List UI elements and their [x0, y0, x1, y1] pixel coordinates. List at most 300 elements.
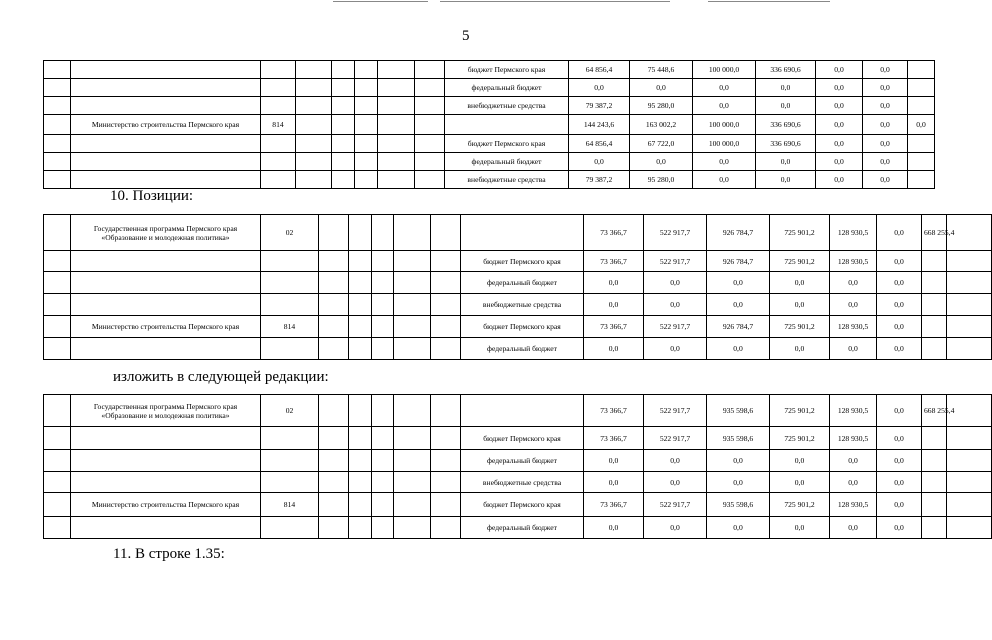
table-row [44, 61, 935, 79]
value-cell [922, 517, 947, 539]
empty-cell [349, 427, 372, 450]
name-cell [71, 171, 261, 189]
empty-cell [372, 427, 394, 450]
table-row [44, 517, 992, 539]
value-cell: 0,0 [830, 294, 877, 316]
funding-source-cell [445, 115, 569, 135]
index-cell [44, 171, 71, 189]
table-row [44, 97, 935, 115]
code-cell [261, 338, 319, 360]
index-cell [44, 61, 71, 79]
empty-cell [394, 338, 431, 360]
empty-cell [394, 272, 431, 294]
empty-cell [431, 427, 461, 450]
empty-cell [394, 316, 431, 338]
empty-cell [332, 153, 355, 171]
code-cell [261, 272, 319, 294]
value-cell [922, 272, 947, 294]
value-cell: 522 917,7 [644, 251, 707, 272]
value-cell [922, 294, 947, 316]
empty-cell [349, 215, 372, 251]
empty-cell [355, 61, 378, 79]
empty-cell [355, 115, 378, 135]
value-cell: 128 930,5 [830, 427, 877, 450]
value-cell: 128 930,5 [830, 395, 877, 427]
value-cell: 0,0 [584, 338, 644, 360]
empty-cell [378, 153, 415, 171]
empty-cell [431, 450, 461, 472]
value-cell [908, 135, 935, 153]
value-cell: 725 901,2 [770, 427, 830, 450]
empty-cell [349, 251, 372, 272]
empty-cell [394, 472, 431, 493]
value-cell: 0,0 [770, 517, 830, 539]
value-cell: 79 387,2 [569, 97, 630, 115]
index-cell [44, 251, 71, 272]
value-cell [947, 427, 992, 450]
empty-cell [296, 61, 332, 79]
empty-cell [394, 294, 431, 316]
value-cell: 0,0 [877, 272, 922, 294]
value-cell: 0,0 [863, 115, 908, 135]
value-cell: 725 901,2 [770, 215, 830, 251]
value-cell: 73 366,7 [584, 215, 644, 251]
value-cell [947, 450, 992, 472]
value-cell: 0,0 [644, 472, 707, 493]
value-cell: 64 856,4 [569, 61, 630, 79]
value-cell [947, 338, 992, 360]
value-cell: 75 448,6 [630, 61, 693, 79]
index-cell [44, 493, 71, 517]
empty-cell [394, 517, 431, 539]
code-cell [261, 61, 296, 79]
budget-table-edition [43, 394, 992, 539]
heading-edition: изложить в следующей редакции: [113, 369, 329, 385]
value-cell [922, 316, 947, 338]
name-cell [71, 153, 261, 171]
funding-source-cell: федеральный бюджет [461, 517, 584, 539]
heading-positions: 10. Позиции: [110, 188, 194, 204]
value-cell: 0,0 [863, 171, 908, 189]
value-cell [947, 316, 992, 338]
empty-cell [431, 472, 461, 493]
index-cell [44, 135, 71, 153]
value-cell [922, 427, 947, 450]
value-cell: 0,0 [770, 338, 830, 360]
value-cell: 0,0 [816, 153, 863, 171]
code-cell [261, 97, 296, 115]
empty-cell [349, 472, 372, 493]
empty-cell [378, 79, 415, 97]
code-cell [261, 251, 319, 272]
funding-source-cell [461, 215, 584, 251]
empty-cell [372, 517, 394, 539]
code-cell [261, 472, 319, 493]
value-cell: 0,0 [756, 79, 816, 97]
funding-source-cell: бюджет Пермского края [445, 135, 569, 153]
empty-cell [415, 171, 445, 189]
funding-source-cell: бюджет Пермского края [461, 427, 584, 450]
value-cell: 725 901,2 [770, 316, 830, 338]
value-cell: 0,0 [877, 450, 922, 472]
empty-cell [349, 316, 372, 338]
value-cell: 0,0 [644, 450, 707, 472]
value-cell: 0,0 [877, 251, 922, 272]
table-row [44, 135, 935, 153]
empty-cell [296, 97, 332, 115]
value-cell: 0,0 [770, 272, 830, 294]
value-cell: 0,0 [816, 171, 863, 189]
value-cell: 0,0 [863, 61, 908, 79]
empty-cell [378, 171, 415, 189]
empty-cell [372, 272, 394, 294]
value-cell: 128 930,5 [830, 316, 877, 338]
value-cell: 725 901,2 [770, 251, 830, 272]
value-cell: 935 598,6 [707, 395, 770, 427]
name-cell [71, 135, 261, 153]
value-cell: 0,0 [584, 472, 644, 493]
index-cell [44, 115, 71, 135]
budget-table-top [43, 60, 935, 189]
empty-cell [296, 79, 332, 97]
index-cell [44, 79, 71, 97]
value-cell [922, 251, 947, 272]
name-cell [71, 61, 261, 79]
empty-cell [431, 338, 461, 360]
table-row [44, 115, 935, 135]
index-cell [44, 215, 71, 251]
empty-cell [355, 135, 378, 153]
empty-cell [296, 153, 332, 171]
empty-cell [431, 251, 461, 272]
value-cell: 0,0 [756, 171, 816, 189]
value-cell: 0,0 [707, 517, 770, 539]
value-cell: 73 366,7 [584, 493, 644, 517]
value-cell: 0,0 [569, 153, 630, 171]
code-cell [261, 79, 296, 97]
empty-cell [431, 272, 461, 294]
empty-cell [319, 493, 349, 517]
empty-cell [415, 79, 445, 97]
value-cell: 0,0 [877, 316, 922, 338]
value-cell: 0,0 [877, 294, 922, 316]
value-cell: 0,0 [816, 79, 863, 97]
table-row [44, 316, 992, 338]
empty-cell [431, 517, 461, 539]
value-cell: 0,0 [644, 338, 707, 360]
funding-source-cell: бюджет Пермского края [445, 61, 569, 79]
value-cell: 522 917,7 [644, 215, 707, 251]
value-cell: 935 598,6 [707, 493, 770, 517]
empty-cell [372, 294, 394, 316]
value-cell: 522 917,7 [644, 395, 707, 427]
value-cell [947, 472, 992, 493]
value-cell: 0,0 [584, 294, 644, 316]
empty-cell [372, 251, 394, 272]
empty-cell [319, 395, 349, 427]
value-cell: 67 722,0 [630, 135, 693, 153]
empty-cell [319, 294, 349, 316]
value-cell: 144 243,6 [569, 115, 630, 135]
empty-cell [372, 395, 394, 427]
table-row [44, 450, 992, 472]
name-cell [71, 294, 261, 316]
index-cell [44, 153, 71, 171]
index-cell [44, 517, 71, 539]
value-cell: 163 002,2 [630, 115, 693, 135]
value-cell: 0,0 [770, 472, 830, 493]
value-cell: 0,0 [863, 153, 908, 171]
table-row [44, 294, 992, 316]
value-cell: 0,0 [863, 135, 908, 153]
value-cell: 0,0 [707, 450, 770, 472]
empty-cell [372, 316, 394, 338]
value-cell: 128 930,5 [830, 215, 877, 251]
value-cell [922, 493, 947, 517]
value-cell: 0,0 [707, 294, 770, 316]
name-cell [71, 272, 261, 294]
value-cell: 73 366,7 [584, 427, 644, 450]
table-row [44, 171, 935, 189]
funding-source-cell: федеральный бюджет [445, 79, 569, 97]
value-cell: 0,0 [693, 79, 756, 97]
value-cell [908, 171, 935, 189]
empty-cell [394, 450, 431, 472]
empty-cell [319, 517, 349, 539]
name-cell [71, 251, 261, 272]
value-cell: 0,0 [816, 97, 863, 115]
value-cell: 0,0 [644, 294, 707, 316]
index-cell [44, 338, 71, 360]
name-cell [71, 427, 261, 450]
value-cell: 0,0 [630, 153, 693, 171]
value-cell: 100 000,0 [693, 61, 756, 79]
code-cell: 02 [261, 215, 319, 251]
empty-cell [378, 115, 415, 135]
value-cell: 0,0 [877, 517, 922, 539]
funding-source-cell: федеральный бюджет [461, 450, 584, 472]
empty-cell [319, 338, 349, 360]
page-number: 5 [462, 28, 470, 44]
empty-cell [431, 395, 461, 427]
funding-source-cell: бюджет Пермского края [461, 493, 584, 517]
value-cell: 0,0 [877, 472, 922, 493]
value-cell: 725 901,2 [770, 395, 830, 427]
empty-cell [349, 294, 372, 316]
name-cell [71, 472, 261, 493]
empty-cell [332, 115, 355, 135]
value-cell [922, 450, 947, 472]
empty-cell [319, 272, 349, 294]
value-cell: 0,0 [644, 272, 707, 294]
funding-source-cell: внебюджетные средства [445, 171, 569, 189]
empty-cell [332, 61, 355, 79]
value-cell: 336 690,6 [756, 135, 816, 153]
funding-source-cell: федеральный бюджет [461, 338, 584, 360]
value-cell: 0,0 [707, 272, 770, 294]
value-cell: 0,0 [770, 450, 830, 472]
value-cell: 95 280,0 [630, 97, 693, 115]
code-cell [261, 153, 296, 171]
heading-row-1-35: 11. В строке 1.35: [113, 546, 225, 562]
value-cell: 668 255,4 [922, 395, 947, 427]
empty-cell [394, 251, 431, 272]
name-cell [71, 517, 261, 539]
name-cell: Министерство строительства Пермского края [71, 316, 261, 338]
empty-cell [355, 153, 378, 171]
value-cell: 0,0 [770, 294, 830, 316]
empty-cell [349, 450, 372, 472]
value-cell: 336 690,6 [756, 61, 816, 79]
name-cell: Государственная программа Пермского края «Образование и молодежная политика» [71, 395, 261, 427]
name-cell: Государственная программа Пермского края «Образование и молодежная политика» [71, 215, 261, 251]
empty-cell [378, 97, 415, 115]
empty-cell [319, 251, 349, 272]
empty-cell [431, 493, 461, 517]
empty-cell [319, 450, 349, 472]
index-cell [44, 97, 71, 115]
value-cell: 100 000,0 [693, 135, 756, 153]
value-cell: 0,0 [816, 115, 863, 135]
value-cell: 73 366,7 [584, 316, 644, 338]
index-cell [44, 472, 71, 493]
budget-table-positions [43, 214, 992, 360]
value-cell: 0,0 [630, 79, 693, 97]
empty-cell [349, 395, 372, 427]
empty-cell [415, 153, 445, 171]
value-cell: 0,0 [877, 427, 922, 450]
value-cell: 0,0 [816, 61, 863, 79]
empty-cell [349, 517, 372, 539]
value-cell: 0,0 [830, 450, 877, 472]
empty-cell [349, 272, 372, 294]
value-cell: 0,0 [693, 97, 756, 115]
index-cell [44, 316, 71, 338]
name-cell [71, 450, 261, 472]
empty-cell [415, 135, 445, 153]
value-cell [947, 517, 992, 539]
table-row [44, 215, 992, 251]
value-cell: 0,0 [693, 153, 756, 171]
code-cell [261, 450, 319, 472]
name-cell [71, 97, 261, 115]
scan-top-line [708, 1, 830, 2]
value-cell: 926 784,7 [707, 215, 770, 251]
code-cell [261, 427, 319, 450]
value-cell: 668 255,4 [922, 215, 947, 251]
value-cell: 0,0 [830, 472, 877, 493]
name-cell [71, 79, 261, 97]
value-cell: 0,0 [877, 215, 922, 251]
empty-cell [394, 215, 431, 251]
table-row [44, 153, 935, 171]
value-cell: 926 784,7 [707, 316, 770, 338]
value-cell: 73 366,7 [584, 395, 644, 427]
value-cell: 0,0 [693, 171, 756, 189]
empty-cell [372, 450, 394, 472]
name-cell: Министерство строительства Пермского края [71, 115, 261, 135]
empty-cell [372, 215, 394, 251]
code-cell [261, 517, 319, 539]
funding-source-cell: внебюджетные средства [445, 97, 569, 115]
table-row [44, 338, 992, 360]
value-cell: 725 901,2 [770, 493, 830, 517]
value-cell: 0,0 [756, 97, 816, 115]
empty-cell [372, 472, 394, 493]
value-cell [947, 493, 992, 517]
index-cell [44, 294, 71, 316]
name-cell [71, 338, 261, 360]
value-cell: 0,0 [816, 135, 863, 153]
scan-top-line [333, 1, 428, 2]
value-cell: 100 000,0 [693, 115, 756, 135]
table-row [44, 493, 992, 517]
value-cell: 0,0 [863, 97, 908, 115]
code-cell [261, 294, 319, 316]
value-cell: 935 598,6 [707, 427, 770, 450]
empty-cell [378, 135, 415, 153]
index-cell [44, 272, 71, 294]
value-cell [922, 338, 947, 360]
value-cell: 0,0 [584, 272, 644, 294]
funding-source-cell: внебюджетные средства [461, 472, 584, 493]
value-cell: 926 784,7 [707, 251, 770, 272]
funding-source-cell: внебюджетные средства [461, 294, 584, 316]
index-cell [44, 427, 71, 450]
value-cell: 522 917,7 [644, 493, 707, 517]
empty-cell [372, 493, 394, 517]
empty-cell [319, 215, 349, 251]
value-cell: 522 917,7 [644, 316, 707, 338]
funding-source-cell: федеральный бюджет [445, 153, 569, 171]
value-cell: 0,0 [584, 450, 644, 472]
empty-cell [296, 115, 332, 135]
table-row [44, 472, 992, 493]
value-cell: 73 366,7 [584, 251, 644, 272]
empty-cell [394, 493, 431, 517]
value-cell: 128 930,5 [830, 251, 877, 272]
empty-cell [332, 97, 355, 115]
value-cell [947, 251, 992, 272]
table-row [44, 395, 992, 427]
value-cell: 0,0 [830, 517, 877, 539]
value-cell: 64 856,4 [569, 135, 630, 153]
code-cell: 02 [261, 395, 319, 427]
empty-cell [431, 294, 461, 316]
value-cell [908, 97, 935, 115]
value-cell: 0,0 [908, 115, 935, 135]
code-cell [261, 135, 296, 153]
value-cell: 0,0 [644, 517, 707, 539]
empty-cell [372, 338, 394, 360]
value-cell: 0,0 [756, 153, 816, 171]
empty-cell [394, 395, 431, 427]
value-cell: 0,0 [569, 79, 630, 97]
empty-cell [431, 215, 461, 251]
empty-cell [415, 97, 445, 115]
empty-cell [319, 472, 349, 493]
empty-cell [355, 97, 378, 115]
value-cell: 0,0 [707, 472, 770, 493]
empty-cell [349, 338, 372, 360]
value-cell: 0,0 [830, 338, 877, 360]
value-cell [947, 294, 992, 316]
index-cell [44, 395, 71, 427]
value-cell [922, 472, 947, 493]
funding-source-cell: федеральный бюджет [461, 272, 584, 294]
empty-cell [296, 171, 332, 189]
table-row [44, 272, 992, 294]
